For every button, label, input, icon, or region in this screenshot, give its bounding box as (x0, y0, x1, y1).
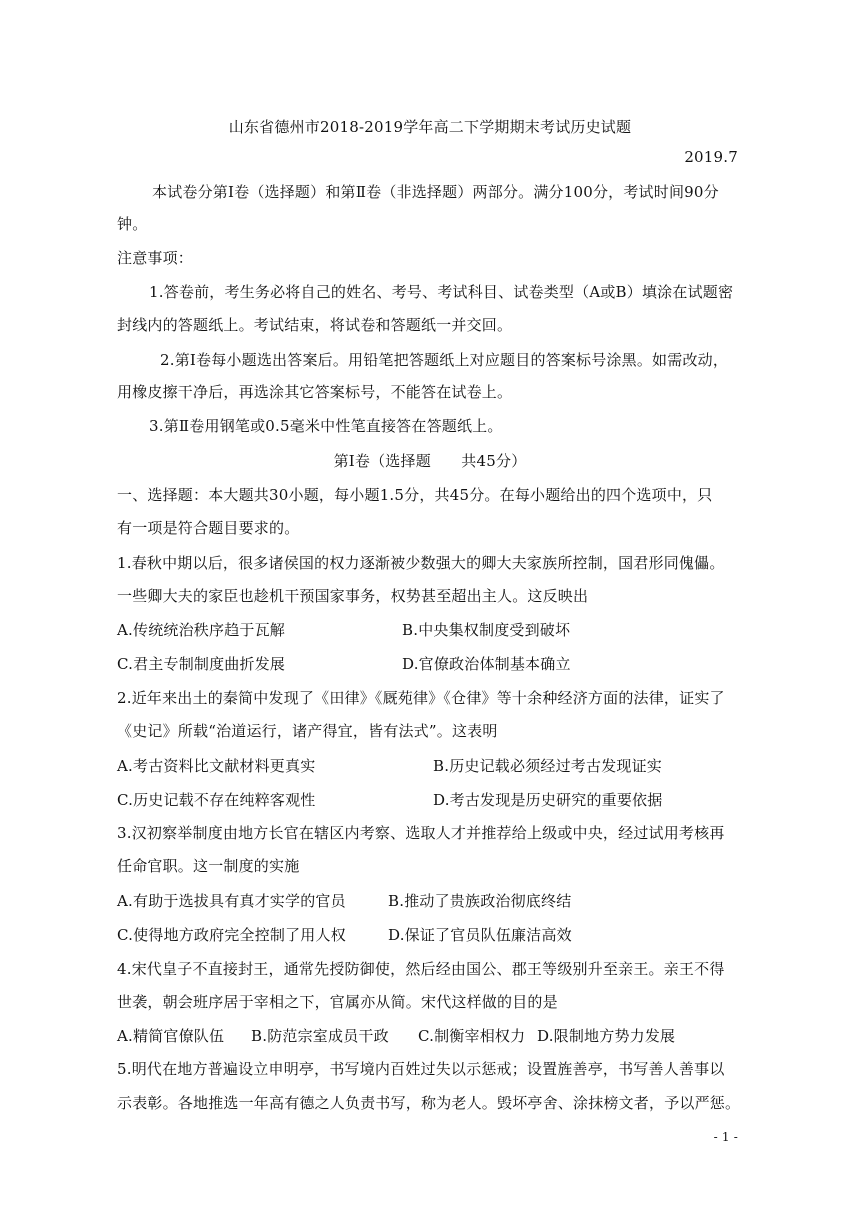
intro-line-2: 钟。 (117, 215, 148, 233)
note-1-line-2: 封线内的答题纸上。考试结束，将试卷和答题纸一并交回。 (117, 316, 513, 334)
section-instruction-line-1: 一、选择题：本大题共30小题，每小题1.5分，共45分。在每小题给出的四个选项中，只 (117, 486, 713, 504)
question-4-option-c: C.制衡宰相权力 (418, 1027, 526, 1045)
question-3-option-c: C.使得地方政府完全控制了用人权 (117, 926, 346, 944)
question-2-stem-line-2: 《史记》所载“治道运行，诸产得宜，皆有法式”。这表明 (117, 722, 498, 740)
question-1-option-a: A.传统统治秩序趋于瓦解 (117, 621, 286, 639)
question-4-stem-line-2: 世袭，朝会班序居于宰相之下，官属亦从简。宋代这样做的目的是 (117, 993, 558, 1011)
intro-line-1: 本试卷分第Ⅰ卷（选择题）和第Ⅱ卷（非选择题）两部分。满分100分，考试时间90分 (152, 183, 719, 201)
page-number: - 1 - (713, 1130, 738, 1144)
question-1-option-c: C.君主专制制度曲折发展 (117, 655, 286, 673)
question-5-stem-line-2: 示表彰。各地推选一年高有德之人负责书写，称为老人。毁坏亭舍、涂抹榜文者，予以严惩。 (117, 1094, 741, 1112)
note-2-line-2: 用橡皮擦干净后，再选涂其它答案标号，不能答在试卷上。 (117, 383, 513, 401)
section-title: 第Ⅰ卷（选择题 共45分） (333, 452, 527, 470)
question-2-option-a: A.考古资料比文献材料更真实 (117, 757, 316, 775)
question-2-stem-line-1: 2.近年来出土的秦简中发现了《田律》《厩苑律》《仓律》等十余种经济方面的法律，证实了 (117, 689, 725, 707)
question-3-option-a: A.有助于选拔具有真才实学的官员 (117, 892, 346, 910)
question-4-option-a: A.精简官僚队伍 (117, 1027, 225, 1045)
question-4-option-d: D.限制地方势力发展 (537, 1027, 676, 1045)
question-1-stem-line-1: 1.春秋中期以后，很多诸侯国的权力逐渐被少数强大的卿大夫家族所控制，国君形同傀儡。 (117, 554, 725, 572)
page-title: 山东省德州市2018-2019学年高二下学期期末考试历史试题 (228, 118, 632, 136)
notes-heading: 注意事项： (117, 249, 194, 267)
note-1-line-1: 1.答卷前，考生务必将自己的姓名、考号、考试科目、试卷类型（A或B）填涂在试题密 (149, 283, 734, 301)
question-3-stem-line-2: 任命官职。这一制度的实施 (117, 857, 300, 875)
question-1-stem-line-2: 一些卿大夫的家臣也趁机干预国家事务，权势甚至超出主人。这反映出 (117, 587, 589, 605)
note-3: 3.第Ⅱ卷用钢笔或0.5毫米中性笔直接答在答题纸上。 (149, 417, 503, 435)
question-2-option-c: C.历史记载不存在纯粹客观性 (117, 791, 316, 809)
section-instruction-line-2: 有一项是符合题目要求的。 (117, 519, 300, 537)
exam-date: 2019.7 (684, 148, 738, 166)
question-1-option-d: D.官僚政治体制基本确立 (402, 655, 571, 673)
question-3-stem-line-1: 3.汉初察举制度由地方长官在辖区内考察、选取人才并推荐给上级或中央，经过试用考核再 (117, 824, 725, 842)
note-2-line-1: 2.第Ⅰ卷每小题选出答案后。用铅笔把答题纸上对应题目的答案标号涂黑。如需改动， (160, 351, 729, 369)
question-2-option-d: D.考古发现是历史研究的重要依据 (433, 791, 663, 809)
question-3-option-b: B.推动了贵族政治彻底终结 (388, 892, 572, 910)
question-4-option-b: B.防范宗室成员干政 (251, 1027, 389, 1045)
question-4-stem-line-1: 4.宋代皇子不直接封王，通常先授防御使，然后经由国公、郡王等级别升至亲王。亲王不得 (117, 960, 725, 978)
question-5-stem-line-1: 5.明代在地方普遍设立申明亭，书写境内百姓过失以示惩戒；设置旌善亭，书写善人善事以 (117, 1060, 725, 1078)
question-3-option-d: D.保证了官员队伍廉洁高效 (388, 926, 572, 944)
question-1-option-b: B.中央集权制度受到破坏 (402, 621, 571, 639)
question-2-option-b: B.历史记载必须经过考古发现证实 (433, 757, 662, 775)
